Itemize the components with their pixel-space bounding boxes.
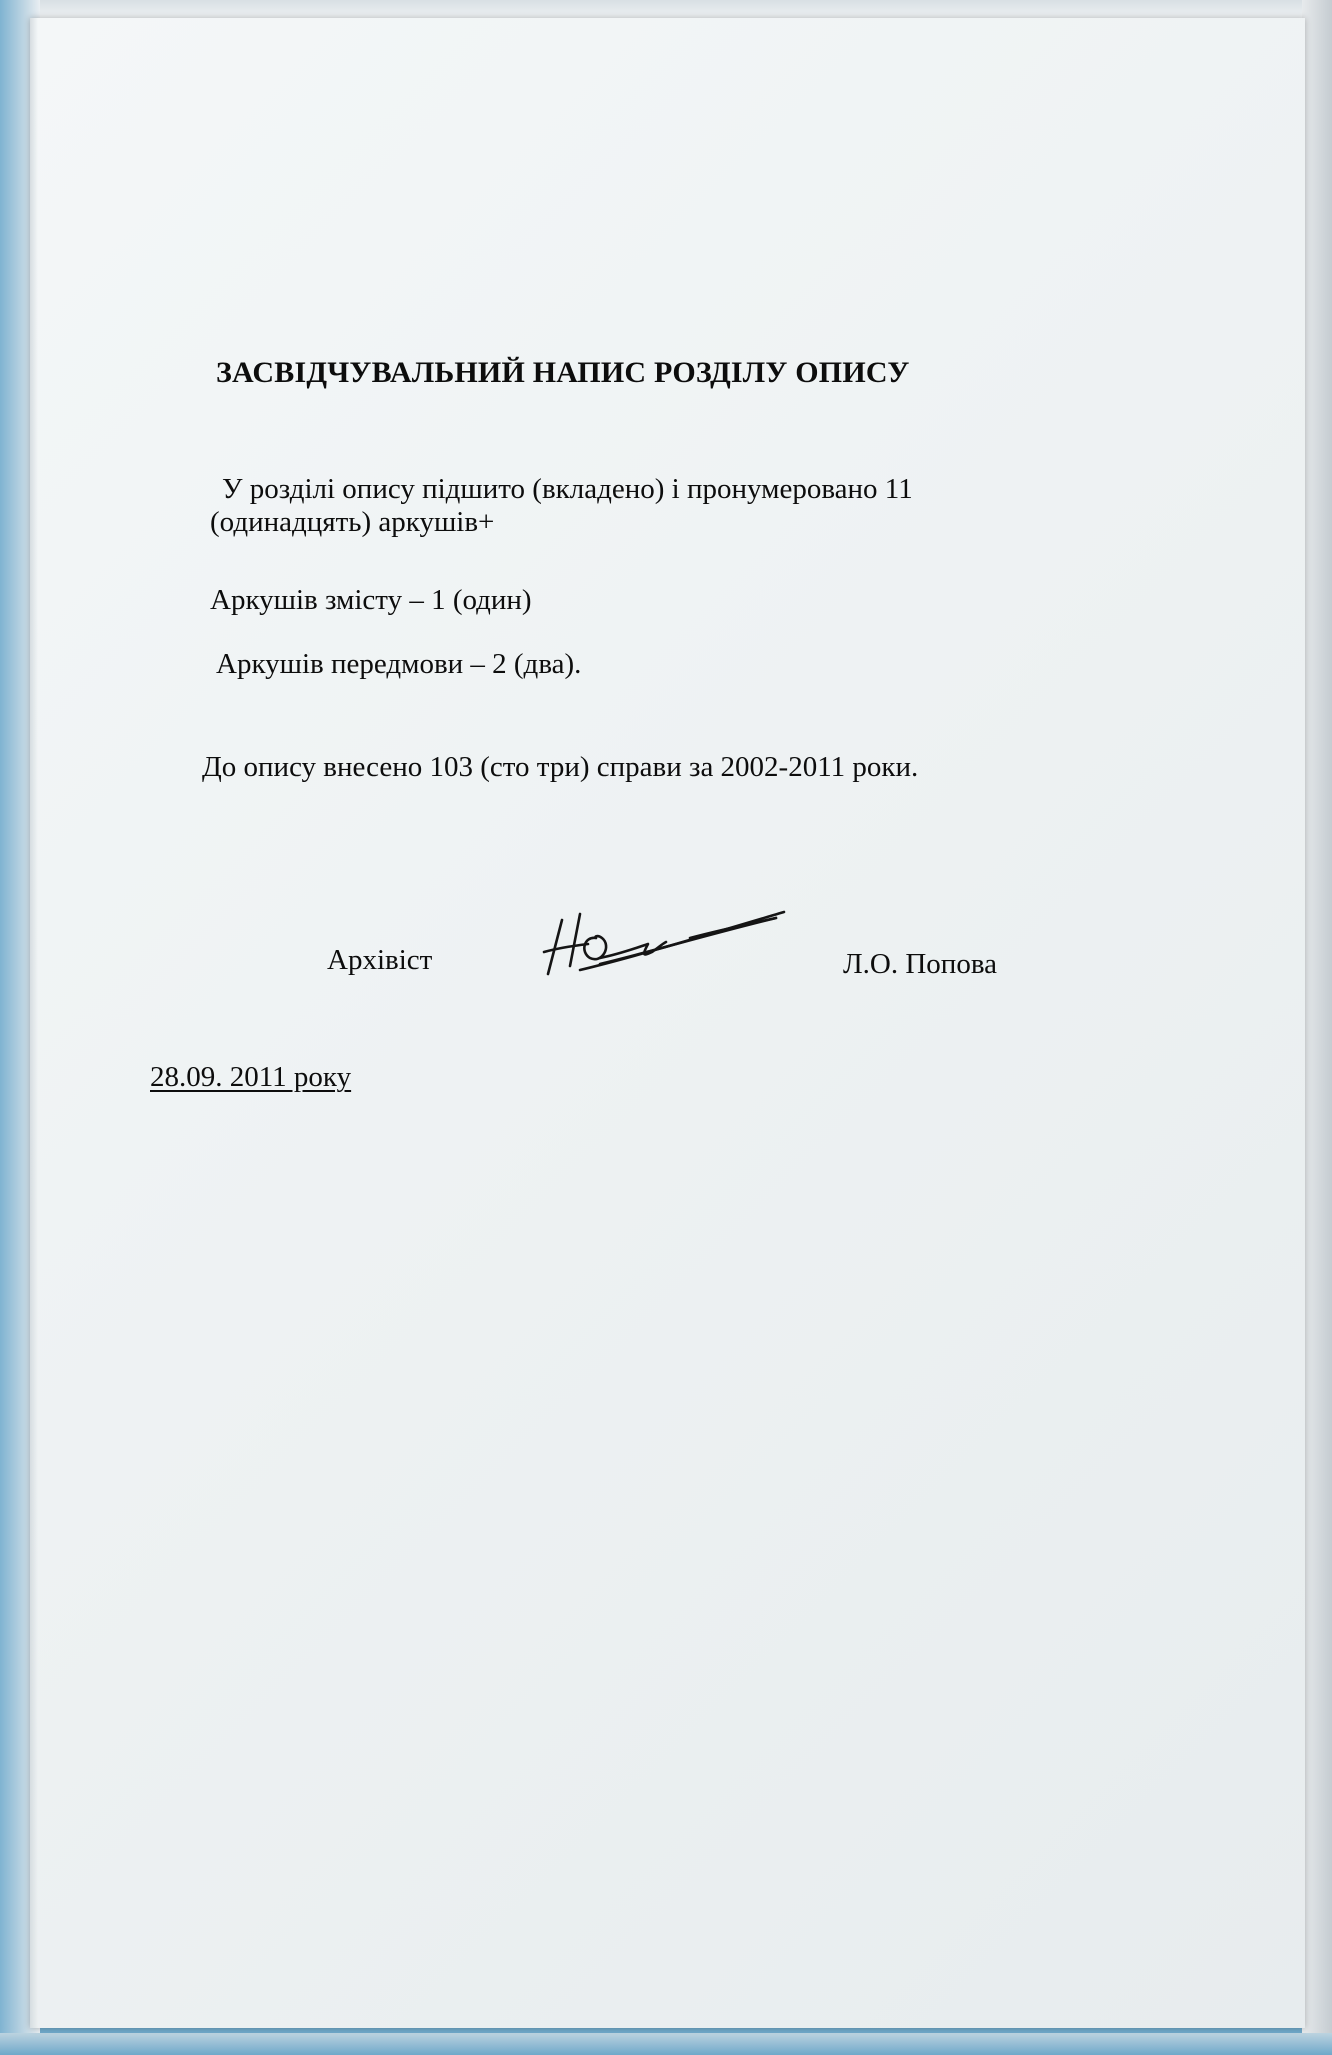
document-page bbox=[30, 18, 1305, 2028]
sheets-preface-line: Аркушів передмови – 2 (два). bbox=[216, 648, 582, 680]
cover-top bbox=[0, 0, 1332, 18]
cases-summary-line: До опису внесено 103 (сто три) справи за 2002-2011 роки. bbox=[202, 751, 919, 783]
document-title: ЗАСВІДЧУВАЛЬНИЙ НАПИС РОЗДІЛУ ОПИСУ bbox=[216, 356, 910, 389]
document-date: 28.09. 2011 року bbox=[150, 1061, 352, 1093]
handwritten-signature bbox=[540, 908, 790, 980]
page-edge bbox=[30, 18, 38, 2028]
cover-bottom bbox=[0, 2033, 1332, 2055]
signatory-name: Л.О. Попова bbox=[843, 948, 998, 980]
paragraph-line-1: У розділі опису підшито (вкладено) і пронумеровано 11 bbox=[222, 473, 913, 505]
cover-right bbox=[1302, 0, 1332, 2055]
sheets-contents-line: Аркушів змісту – 1 (один) bbox=[210, 584, 532, 616]
paragraph-line-2: (одинадцять) аркушів+ bbox=[210, 506, 495, 538]
position-label: Архівіст bbox=[327, 944, 433, 976]
